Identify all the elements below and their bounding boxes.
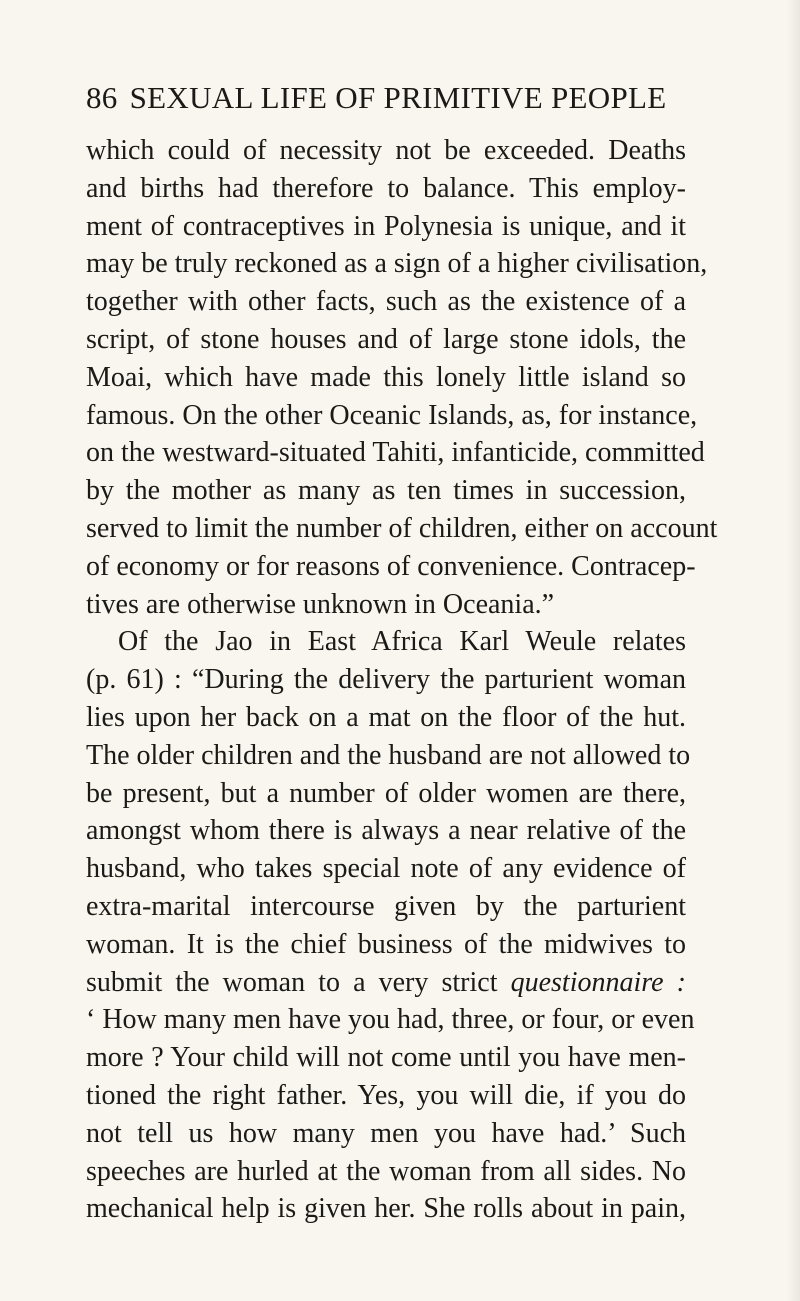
text-line: amongst whom there is always a near relative of the (86, 815, 686, 847)
text-line: famous. On the other Oceanic Islands, as, for instance, (86, 399, 698, 431)
text-line: together with other facts, such as the existence of a (86, 286, 686, 318)
body-text (86, 132, 718, 1228)
text-line: Moai, which have made this lonely little island so (86, 361, 686, 393)
text-line: and births had therefore to balance. This employ- (86, 172, 686, 204)
text-line: may be truly reckoned as a sign of a higher civilisation, (86, 248, 708, 280)
text-line: The older children and the husband are not allowed to (86, 739, 691, 771)
text-line: which could of necessity not be exceeded. Deaths (86, 135, 686, 166)
text-line: by the mother as many as ten times in succession, (86, 475, 686, 507)
text-line: extra-marital intercourse given by the parturient (86, 890, 686, 922)
text-line: tives are otherwise unknown in Oceania.” (86, 588, 555, 620)
running-title: SEXUAL LIFE OF PRIMITIVE PEOPLE (129, 80, 667, 115)
text-line: lies upon her back on a mat on the floor of the hut. (86, 701, 686, 733)
text-line: husband, who takes special note of any evidence of (86, 853, 686, 885)
text-line: ment of contraceptives in Polynesia is unique, and it (86, 210, 686, 242)
page-number: 86 (86, 80, 118, 115)
text-line: ‘ How many men have you had, three, or four, or even (86, 1004, 695, 1036)
text-line: be present, but a number of older women are there, (86, 777, 686, 809)
italic-term: questionnaire : (510, 966, 686, 998)
text-line: Of the Jao in East Africa Karl Weule relates (118, 626, 686, 658)
text-line: tioned the right father. Yes, you will die, if you do (86, 1079, 686, 1111)
text-line: not tell us how many men you have had.’ Such (86, 1117, 686, 1149)
text-line: script, of stone houses and of large stone idols, the (86, 323, 686, 355)
text-line: mechanical help is given her. She rolls about in pain, (86, 1193, 686, 1225)
text-line: served to limit the number of children, either on account (86, 512, 718, 544)
text-line: on the westward-situated Tahiti, infanticide, committed (86, 437, 705, 469)
running-header (86, 78, 686, 118)
text-line: more ? Your child will not come until you have men- (86, 1042, 686, 1074)
text-line-roman: submit the woman to a very strict (86, 966, 498, 998)
text-line: (p. 61) : “During the delivery the parturient woman (86, 664, 686, 696)
text-line: woman. It is the chief business of the midwives to (86, 928, 686, 960)
text-line: speeches are hurled at the woman from all sides. No (86, 1155, 686, 1187)
text-line: of economy or for reasons of convenience. Contracep- (86, 550, 696, 582)
text-line (86, 964, 686, 1002)
page-edge-shadow (786, 0, 800, 1301)
